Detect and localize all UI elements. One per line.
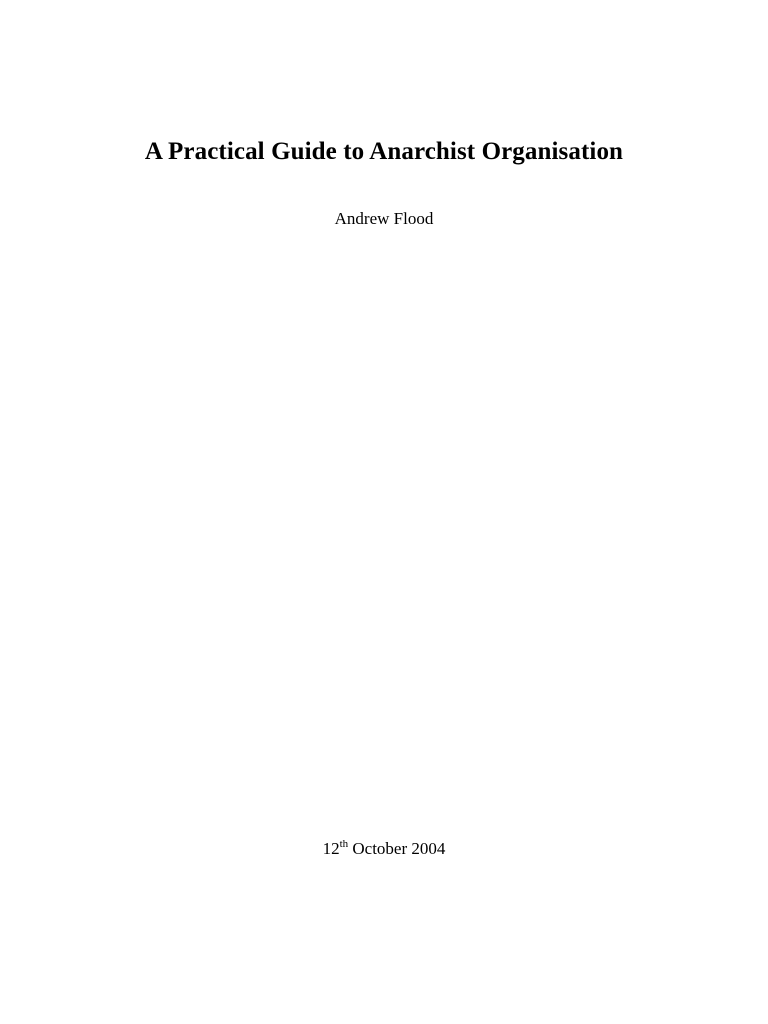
document-title: A Practical Guide to Anarchist Organisation [144, 138, 624, 165]
date-day-suffix: th [339, 838, 349, 850]
date-day: 12 [322, 839, 340, 858]
document-date [0, 837, 768, 861]
date-month-year: October 2004 [348, 839, 446, 858]
document-author: Andrew Flood [334, 209, 434, 228]
